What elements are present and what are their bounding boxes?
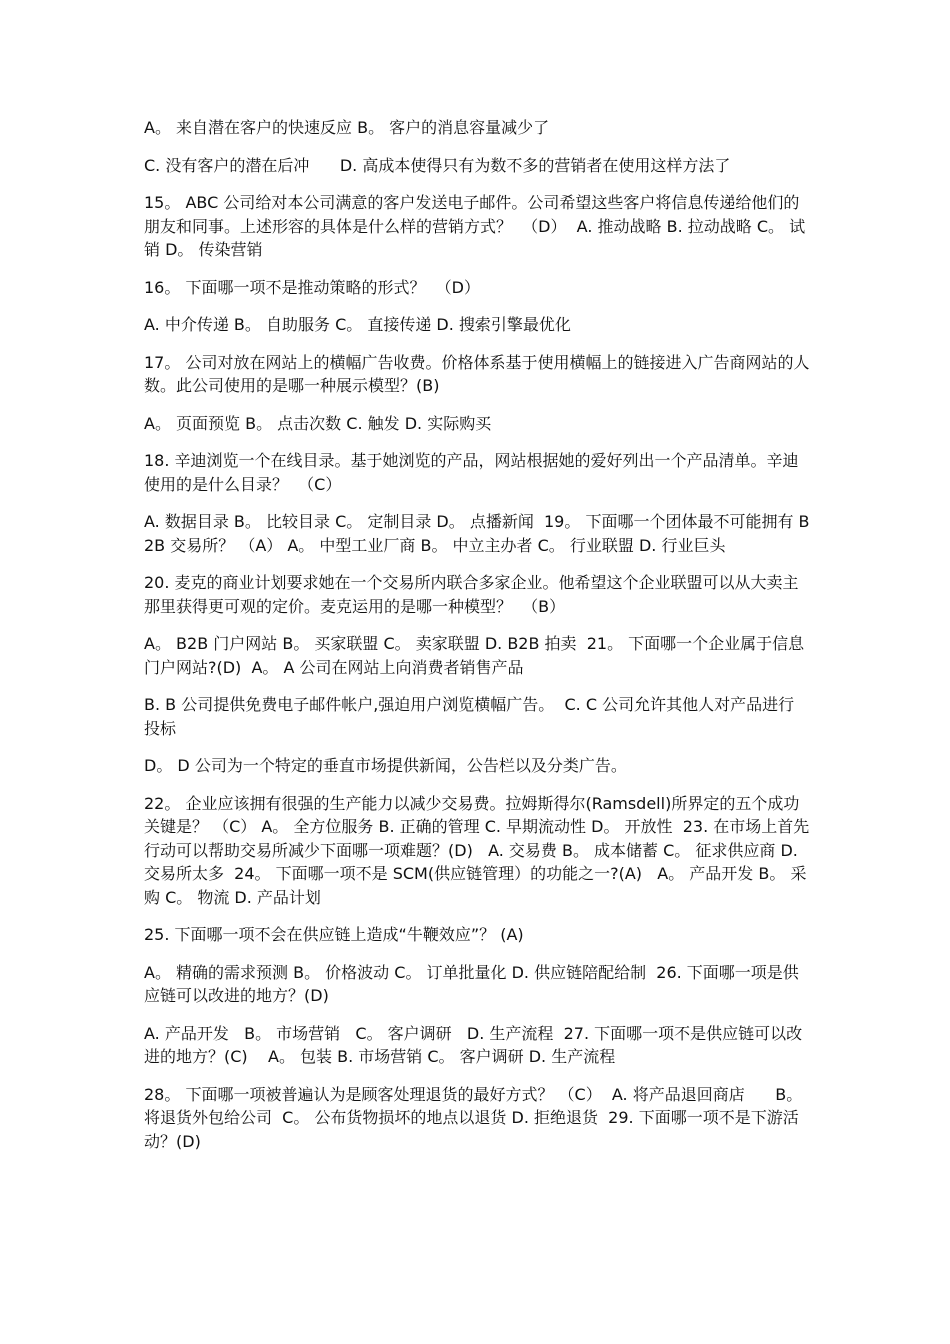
paragraph: A。 精确的需求预测 B。 价格波动 C。 订单批量化 D. 供应链陪配给制 26. 下面哪一项是供应链可以改进的地方？(D) [144, 962, 799, 1005]
paragraph: B. B 公司提供免费电子邮件帐户,强迫用户浏览横幅广告。 C. C 公司允许其他人对产品进行投标 [144, 695, 795, 738]
paragraph: 17。 公司对放在网站上的横幅广告收费。价格体系基于使用横幅上的链接进入广告商网站的人数。此公司使用的是哪一种展示模型？(B) [144, 352, 810, 395]
paragraph: A。 来自潜在客户的快速反应 B。 客户的消息容量减少了 [144, 118, 550, 137]
document-page [144, 116, 810, 1167]
paragraph: C. 没有客户的潜在后冲 D. 高成本使得只有为数不多的营销者在使用这样方法了 [144, 155, 731, 175]
paragraph: 15。 ABC 公司给对本公司满意的客户发送电子邮件。公司希望这些客户将信息传递给他们的朋友和同事。上述形容的具体是什么样的营销方式？ （D） A. 推动战略 B. 拉动战略 C。 试销 D。 传染营销 [144, 193, 806, 259]
paragraph: 20. 麦克的商业计划要求她在一个交易所内联合多家企业。他希望这个企业联盟可以从大卖主那里获得更可观的定价。麦克运用的是哪一种模型？ （B） [144, 573, 799, 616]
paragraph: A. 产品开发 B。 市场营销 C。 客户调研 D. 生产流程 27. 下面哪一项不是供应链可以改进的地方？(C) A。 包装 B. 市场营销 C。 客户调研 D. 生产流程 [144, 1023, 803, 1066]
paragraph: 16。 下面哪一项不是推动策略的形式？ （D） [144, 277, 480, 297]
paragraph: D。 D 公司为一个特定的垂直市场提供新闻，公告栏以及分类广告。 [144, 756, 627, 775]
paragraph: 22。 企业应该拥有很强的生产能力以减少交易费。拉姆斯得尔(Ramsdell)所界定的五个成功关键是？ （C） A。 全方位服务 B. 正确的管理 C. 早期流动性 D。 开放性 23. 在市场上首先行动可以帮助交易所减少下面哪一项难题？(D) A. 交易费 B。 成本储蓄 C。 征求供应商 D. 交易所太多 24。 下面哪一项不是 SCM(供应链管理）的功能之一?(A) A。 产品开发 B。 采购 C。 物流 D. 产品计划 [144, 793, 810, 907]
paragraph: 25. 下面哪一项不会在供应链上造成“牛鞭效应”？ (A) [144, 925, 524, 944]
paragraph: 18. 辛迪浏览一个在线目录。基于她浏览的产品，网站根据她的爱好列出一个产品清单。辛迪使用的是什么目录？ （C） [144, 451, 799, 494]
paragraph: 28。 下面哪一项被普遍认为是顾客处理退货的最好方式？ （C） A. 将产品退回商店 B。 将退货外包给公司 C。 公布货物损坏的地点以退货 D. 拒绝退货 29. 下面哪一项不是下游活动？(D) [144, 1084, 808, 1151]
paragraph: A. 数据目录 B。 比较目录 C。 定制目录 D。 点播新闻 19。 下面哪一个团体最不可能拥有 B2B 交易所？ （A） A。 中型工业厂商 B。 中立主办者 C。 行业联盟 D. 行业巨头 [144, 512, 810, 555]
paragraph: A. 中介传递 B。 自助服务 C。 直接传递 D. 搜索引擎最优化 [144, 315, 571, 334]
paragraph: A。 页面预览 B。 点击次数 C. 触发 D. 实际购买 [144, 413, 492, 433]
paragraph: A。 B2B 门户网站 B。 买家联盟 C。 卖家联盟 D. B2B 拍卖 21。 下面哪一个企业属于信息门户网站?(D) A。 A 公司在网站上向消费者销售产品 [144, 634, 805, 677]
